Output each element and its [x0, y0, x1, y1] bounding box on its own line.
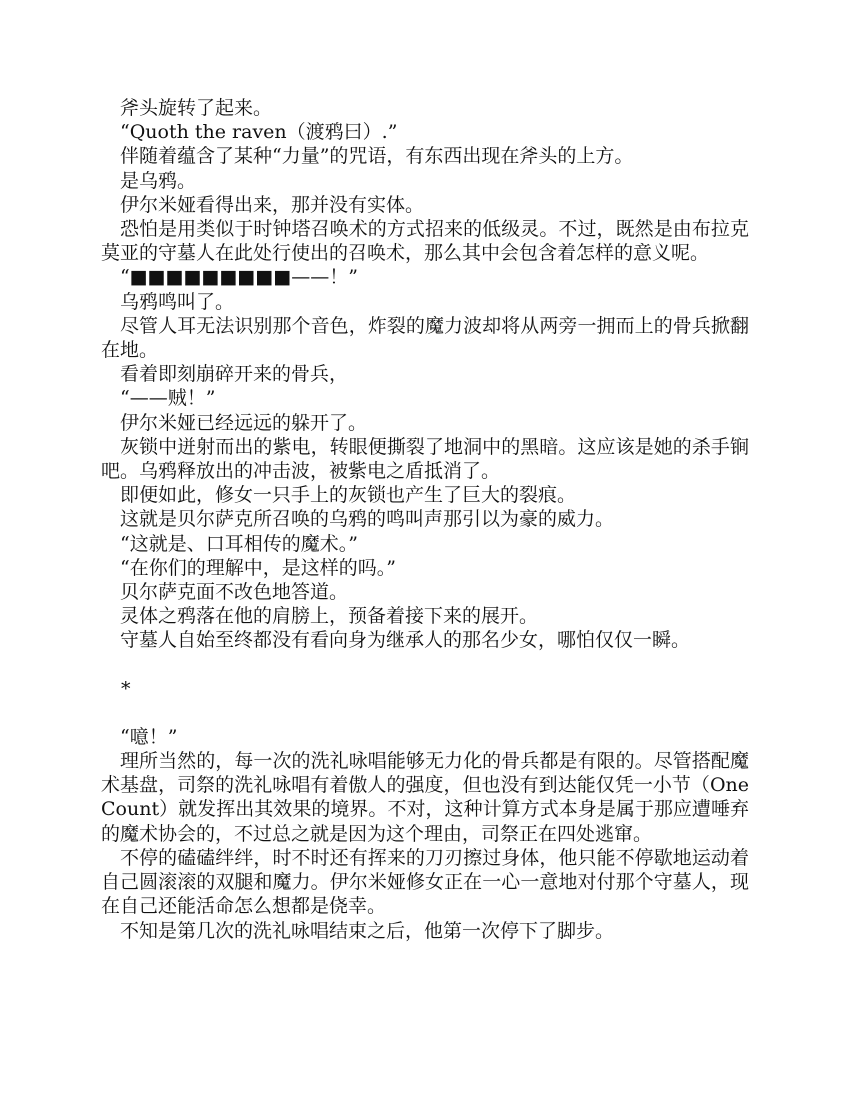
- paragraph: 尽管人耳无法识别那个音色，炸裂的魔力波却将从两旁一拥而上的骨兵掀翻在地。: [101, 314, 749, 362]
- paragraph: “Quoth the raven（渡鸦曰）.”: [120, 121, 398, 144]
- paragraph: 不停的磕磕绊绊，时不时还有挥来的刀刃擦过身体，他只能不停歇地运动着自己圆滚滚的双腿和魔力。伊尔米娅修女正在一心一意地对付那个守墓人，现在自己还能活命怎么想都是侥幸。: [101, 846, 749, 918]
- paragraph: 灵体之鸦落在他的肩膀上，预备着接下来的展开。: [120, 605, 539, 628]
- paragraph: 守墓人自始至终都没有看向身为继承人的那名少女，哪怕仅仅一瞬。: [120, 629, 691, 652]
- paragraph: “这就是、口耳相传的魔术。”: [120, 532, 358, 555]
- paragraph: 即便如此，修女一只手上的灰锁也产生了巨大的裂痕。: [120, 484, 577, 507]
- paragraph: “在你们的理解中，是这样的吗。”: [120, 556, 396, 579]
- paragraph: “■■■■■■■■■——！”: [120, 266, 358, 289]
- paragraph: 理所当然的，每一次的洗礼咏唱能够无力化的骨兵都是有限的。尽管搭配魔术基盘，司祭的洗礼咏唱有着傲人的强度，但也没有到达能仅凭一小节（One Count）就发挥出其效果的境界。不对，这种计算方式本身是属于那应遭唾弃的魔术协会的，不过总之就是因为这个理由，司祭正在四处逃窜。: [101, 750, 749, 845]
- paragraph: 灰锁中迸射而出的紫电，转眼便撕裂了地洞中的黑暗。这应该是她的杀手锏吧。乌鸦释放出的冲击波，被紫电之盾抵消了。: [101, 435, 749, 483]
- paragraph: 伊尔米娅已经远远的躲开了。: [120, 411, 368, 434]
- paragraph: 恐怕是用类似于时钟塔召唤术的方式招来的低级灵。不过，既然是由布拉克莫亚的守墓人在此处行使出的召唤术，那么其中会包含着怎样的意义呢。: [101, 218, 749, 265]
- paragraph: 是乌鸦。: [120, 169, 197, 192]
- paragraph: “噫！”: [120, 725, 178, 748]
- paragraph: 不知是第几次的洗礼咏唱结束之后，他第一次停下了脚步。: [120, 919, 615, 942]
- section-separator: *: [121, 677, 131, 700]
- paragraph: 贝尔萨克面不改色地答道。: [120, 581, 349, 604]
- paragraph: “——贼！”: [120, 387, 216, 410]
- paragraph: 看着即刻崩碎开来的骨兵，: [120, 363, 349, 386]
- paragraph: 伊尔米娅看得出来，那并没有实体。: [120, 193, 425, 216]
- paragraph: 斧头旋转了起来。: [120, 97, 273, 119]
- paragraph: 乌鸦鸣叫了。: [120, 290, 235, 313]
- document-page: [101, 96, 749, 943]
- paragraph: 这就是贝尔萨克所召唤的乌鸦的鸣叫声那引以为豪的威力。: [120, 508, 615, 531]
- paragraph: 伴随着蕴含了某种“力量”的咒语，有东西出现在斧头的上方。: [120, 145, 634, 168]
